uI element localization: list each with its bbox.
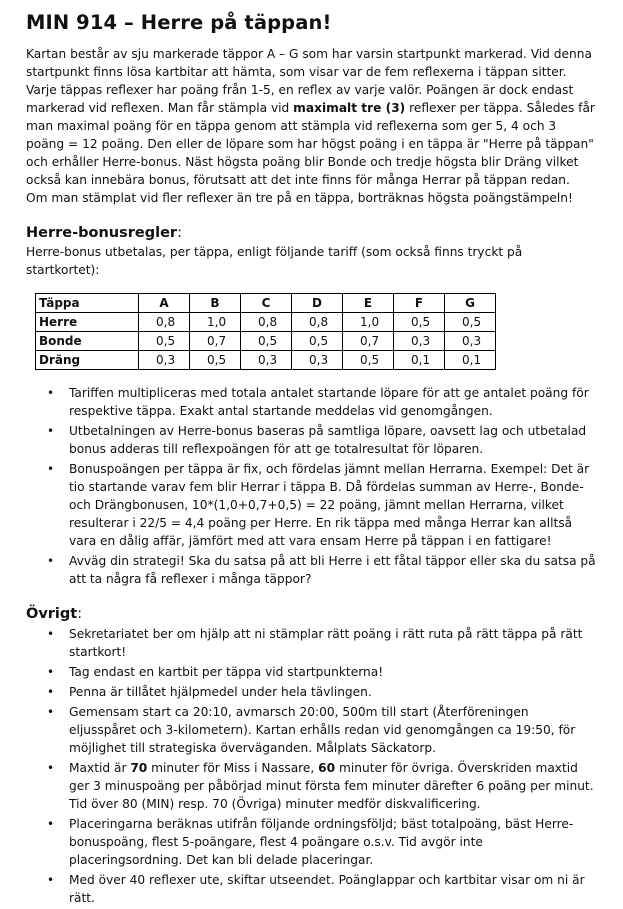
bonus-rules-heading-text: Herre-bonusregler bbox=[26, 225, 178, 241]
table-cell: 0,5 bbox=[190, 351, 241, 370]
bullet-icon: • bbox=[47, 462, 55, 476]
bonus-rules-list bbox=[26, 384, 597, 588]
list-item bbox=[26, 871, 597, 907]
list-item bbox=[26, 815, 597, 869]
table-cell: 0,8 bbox=[241, 313, 292, 332]
table-row-label: Bonde bbox=[36, 332, 139, 351]
table-row bbox=[36, 332, 496, 351]
list-item-text: Tag endast en kartbit per täppa vid startpunkterna! bbox=[69, 665, 384, 679]
list-item bbox=[26, 422, 597, 458]
table-cell: 0,5 bbox=[343, 351, 394, 370]
intro bbox=[26, 45, 597, 207]
tariff-column-header: C bbox=[241, 294, 292, 313]
bullet-icon: • bbox=[47, 424, 55, 438]
table-cell: 0,5 bbox=[292, 332, 343, 351]
list-item bbox=[26, 552, 597, 588]
table-cell: 0,3 bbox=[292, 351, 343, 370]
tariff-column-header: E bbox=[343, 294, 394, 313]
table-cell: 0,1 bbox=[394, 351, 445, 370]
tariff-column-header: D bbox=[292, 294, 343, 313]
list-item-text: Med över 40 reflexer ute, skiftar utseendet. Poänglappar och kartbitar visar om ni är rätt. bbox=[69, 873, 585, 905]
tariff-column-header: F bbox=[394, 294, 445, 313]
list-item-text: Utbetalningen av Herre-bonus baseras på samtliga löpare, oavsett lag och utbetalad bonus adderas till reflexpoängen för att ge totalresultat för löparen. bbox=[69, 424, 587, 456]
table-cell: 0,8 bbox=[292, 313, 343, 332]
list-item bbox=[26, 460, 597, 550]
intro-text-1: Kartan består av sju markerade täppor A – G som har varsin startpunkt markerad. Vid denna startpunkt finns lösa kartbitar att hämta, som visar var de fem reflexerna i täppan sitter. Varje täppas reflexer har poäng från 1-5, en reflex av varje valör. Poängen är dock endast markerad vid reflexen. Man får stämpla vid bbox=[26, 47, 592, 115]
bullet-icon: • bbox=[47, 386, 55, 400]
table-cell: 0,3 bbox=[445, 332, 496, 351]
list-item-text: minuter för övriga. Överskriden maxtid ger 3 minuspoäng per påbörjad minut första fem minuter därefter 6 poäng per minut. Tid över 80 (MIN) resp. 70 (Övriga) minuter medför diskvalificering. bbox=[69, 761, 594, 811]
bullet-icon: • bbox=[47, 685, 55, 699]
list-item bbox=[26, 663, 597, 681]
table-cell: 0,3 bbox=[241, 351, 292, 370]
list-item-text: Bonuspoängen per täppa är fix, och fördelas jämnt mellan Herrarna. Exempel: Det är tio startande varav fem blir Herrar i täppa B. Då fördelas summan av Herre-, Bonde- och Drängbonusen, 10*(1,0+0,7+0,5) = 22 poäng, jämnt mellan Herrarna, vilket resulterar i 22/5 = 4,4 poäng per Herre. En rik täppa med många Herrar kan alltså vara en dålig affär, jämfört med att vara ensam Herre på täppan i en fattigare! bbox=[69, 462, 590, 548]
table-cell: 0,5 bbox=[139, 332, 190, 351]
table-cell: 0,3 bbox=[139, 351, 190, 370]
table-row-label: Herre bbox=[36, 313, 139, 332]
table-cell: 1,0 bbox=[190, 313, 241, 332]
table-cell: 0,5 bbox=[241, 332, 292, 351]
bullet-icon: • bbox=[47, 873, 55, 887]
table-cell: 0,5 bbox=[394, 313, 445, 332]
intro-text-2: reflexer per täppa. Således får man maximal poäng för en täppa genom att stämpla vid reflexerna som ger 5, 4 och 3 poäng = 12 poäng. Den eller de löpare som har högst poäng i en täppa är "Herre på täppan" och erhåller Herre-bonus. Näst högsta poäng blir Bonde och tredje högsta blir Dräng vilket också kan innebära bonus, förutsatt att det inte finns för många Herrar på täppan redan. bbox=[26, 101, 595, 187]
tariff-column-header: G bbox=[445, 294, 496, 313]
list-item bbox=[26, 759, 597, 813]
bullet-icon: • bbox=[47, 705, 55, 719]
table-row-label: Dräng bbox=[36, 351, 139, 370]
max-time-bold: 60 bbox=[318, 761, 336, 775]
list-item-text: minuter för Miss i Nassare, bbox=[147, 761, 319, 775]
page-title: MIN 914 – Herre på täppan! bbox=[26, 11, 332, 34]
intro-bold: maximalt tre (3) bbox=[293, 101, 406, 115]
other-list bbox=[26, 625, 597, 907]
list-item-text: Maxtid är bbox=[69, 761, 131, 775]
table-cell: 0,7 bbox=[343, 332, 394, 351]
bonus-rules-colon: : bbox=[177, 225, 182, 241]
list-item-text: Tariffen multipliceras med totala antalet startande löpare för att ge antalet poäng för respektive täppa. Exakt antal startande meddelas vid genomgången. bbox=[69, 386, 589, 418]
list-item bbox=[26, 703, 597, 757]
list-item-text: Sekretariatet ber om hjälp att ni stämplar rätt poäng i rätt ruta på rätt täppa på rätt startkort! bbox=[69, 627, 583, 659]
bullet-icon: • bbox=[47, 817, 55, 831]
table-cell: 0,8 bbox=[139, 313, 190, 332]
intro-paragraph-2: Om man stämplat vid fler reflexer än tre på en täppa, borträknas högsta poängstämpeln! bbox=[26, 191, 573, 205]
bullet-icon: • bbox=[47, 627, 55, 641]
other-colon: : bbox=[77, 606, 83, 622]
table-cell: 0,5 bbox=[445, 313, 496, 332]
max-time-bold: 70 bbox=[130, 761, 148, 775]
list-item bbox=[26, 384, 597, 420]
list-item-text: Placeringarna beräknas utifrån följande ordningsföljd; bäst totalpoäng, bäst Herre-bonuspoäng, flest 5-poängare, flest 4 poängare o.s.v. Tid avgör inte placeringsordning. Det kan bli delade placeringar. bbox=[69, 817, 574, 867]
table-cell: 1,0 bbox=[343, 313, 394, 332]
bullet-icon: • bbox=[47, 665, 55, 679]
table-cell: 0,1 bbox=[445, 351, 496, 370]
list-item-text: Penna är tillåtet hjälpmedel under hela tävlingen. bbox=[69, 685, 372, 699]
tariff-table bbox=[35, 293, 496, 370]
list-item-text: Gemensam start ca 20:10, avmarsch 20:00, 500m till start (Återföreningen eljusspåret och 3-kilometern). Kartan erhålls redan vid genomgången ca 19:50, för möjlighet till strategiska överväganden. Målplats Säckatorp. bbox=[69, 705, 576, 755]
table-cell: 0,3 bbox=[394, 332, 445, 351]
intro-paragraph bbox=[26, 45, 597, 189]
list-item bbox=[26, 683, 597, 701]
table-row bbox=[36, 351, 496, 370]
other-heading bbox=[26, 604, 597, 624]
tariff-header-row bbox=[36, 294, 496, 313]
table-cell: 0,7 bbox=[190, 332, 241, 351]
tariff-column-header: B bbox=[190, 294, 241, 313]
tariff-column-header: A bbox=[139, 294, 190, 313]
bonus-rules-subline: Herre-bonus utbetalas, per täppa, enligt följande tariff (som också finns tryckt på startkortet): bbox=[26, 245, 523, 277]
bullet-icon: • bbox=[47, 761, 55, 775]
bonus-rules-heading bbox=[26, 223, 597, 243]
bullet-icon: • bbox=[47, 554, 55, 568]
list-item-text: Avväg din strategi! Ska du satsa på att bli Herre i ett fåtal täppor eller ska du satsa på att ta några få reflexer i många täppor? bbox=[69, 554, 596, 586]
list-item bbox=[26, 625, 597, 661]
other-heading-text: Övrigt bbox=[26, 606, 78, 622]
tariff-corner-header: Täppa bbox=[36, 294, 139, 313]
table-row bbox=[36, 313, 496, 332]
